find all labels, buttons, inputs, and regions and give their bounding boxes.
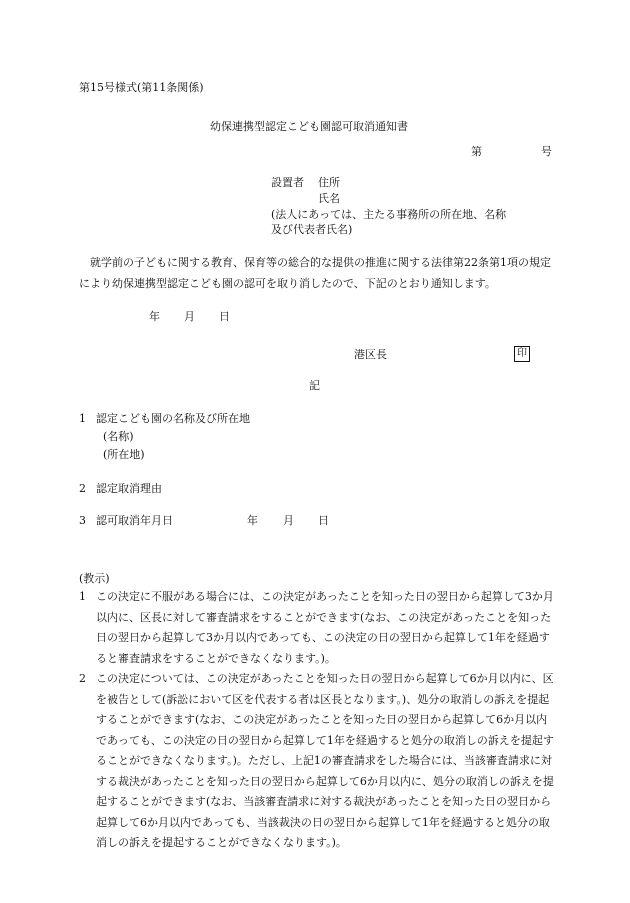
item1-number: 1 xyxy=(79,412,86,425)
instructions-section xyxy=(79,570,555,854)
item3-number: 3 xyxy=(79,514,86,527)
name-label: 氏名 xyxy=(318,192,340,205)
note1-text: この決定に不服がある場合には、この決定があったことを知った日の翌日から起算して3か月以内に、区長に対して審査請求をすることができます(なお、この決定があったことを知った日の翌日から起算して3か月以内であっても、この決定の日の翌日から起算して1年を経過すると審査請求をすることができなくなります。)。 xyxy=(96,590,554,665)
document-title: 幼保連携型認定こども園認可取消通知書 xyxy=(210,120,408,133)
item1-location-label: (所在地) xyxy=(103,448,145,461)
item1-label: 認定こども園の名称及び所在地 xyxy=(96,412,250,425)
issuer-name: 港区長 xyxy=(354,348,387,361)
date-year: 年 xyxy=(149,310,160,323)
instruction-note-2 xyxy=(79,669,555,854)
body-paragraph: 就学前の子どもに関する教育、保育等の総合的な提供の推進に関する法律第22条第1項の規定により幼保連携型認定こども園の認可を取り消したので、下記のとおり通知します。 xyxy=(79,256,551,290)
item2-number: 2 xyxy=(79,482,86,495)
date-day: 日 xyxy=(219,310,230,323)
item2-label: 認定取消理由 xyxy=(96,482,162,495)
addressee-label: 設置者 xyxy=(271,176,304,189)
item1-name-label: (名称) xyxy=(103,430,134,443)
item3-year: 年 xyxy=(247,514,258,527)
note1-number: 1 xyxy=(79,590,86,603)
ki-heading: 記 xyxy=(309,379,320,392)
item3-day: 日 xyxy=(318,514,329,527)
form-number: 第15号様式(第11条関係) xyxy=(79,81,204,94)
doc-number-suffix: 号 xyxy=(541,145,552,158)
note2-text: この決定については、この決定があったことを知った日の翌日から起算して6か月以内に、区を被告として(訴訟において区を代表する者は区長となります。)、処分の取消しの訴えを提起することができます(なお、この決定があったことを知った日の翌日から起算して6か月以内であっても、この決定の日の翌日から起算して1年を経過すると処分の取消しの訴えを提起することができなくなります。)。ただし、上記1の審査請求をした場合には、当該審査請求に対する裁決があったことを知った日の翌日から起算して6か月以内に、処分の取消しの訴えを提起することができます(なお、当該審査請求に対する裁決があったことを知った日の翌日から起算して6か月以内であっても、当該裁決の日の翌日から起算して1年を経過すると処分の取消しの訴えを提起することができなくなります。)。 xyxy=(96,672,554,849)
corp-note-line1: (法人にあっては、主たる事務所の所在地、名称 xyxy=(271,208,507,221)
date-month: 月 xyxy=(184,310,195,323)
address-label: 住所 xyxy=(318,176,340,189)
item3-label: 認可取消年月日 xyxy=(96,514,173,527)
seal-mark: 印 xyxy=(514,346,530,362)
instruction-note-1 xyxy=(79,587,555,669)
instructions-heading: (教示) xyxy=(79,572,110,585)
corp-note-line2: 及び代表者氏名) xyxy=(271,223,353,236)
doc-number-prefix: 第 xyxy=(471,145,482,158)
item3-month: 月 xyxy=(283,514,294,527)
note2-number: 2 xyxy=(79,672,86,685)
